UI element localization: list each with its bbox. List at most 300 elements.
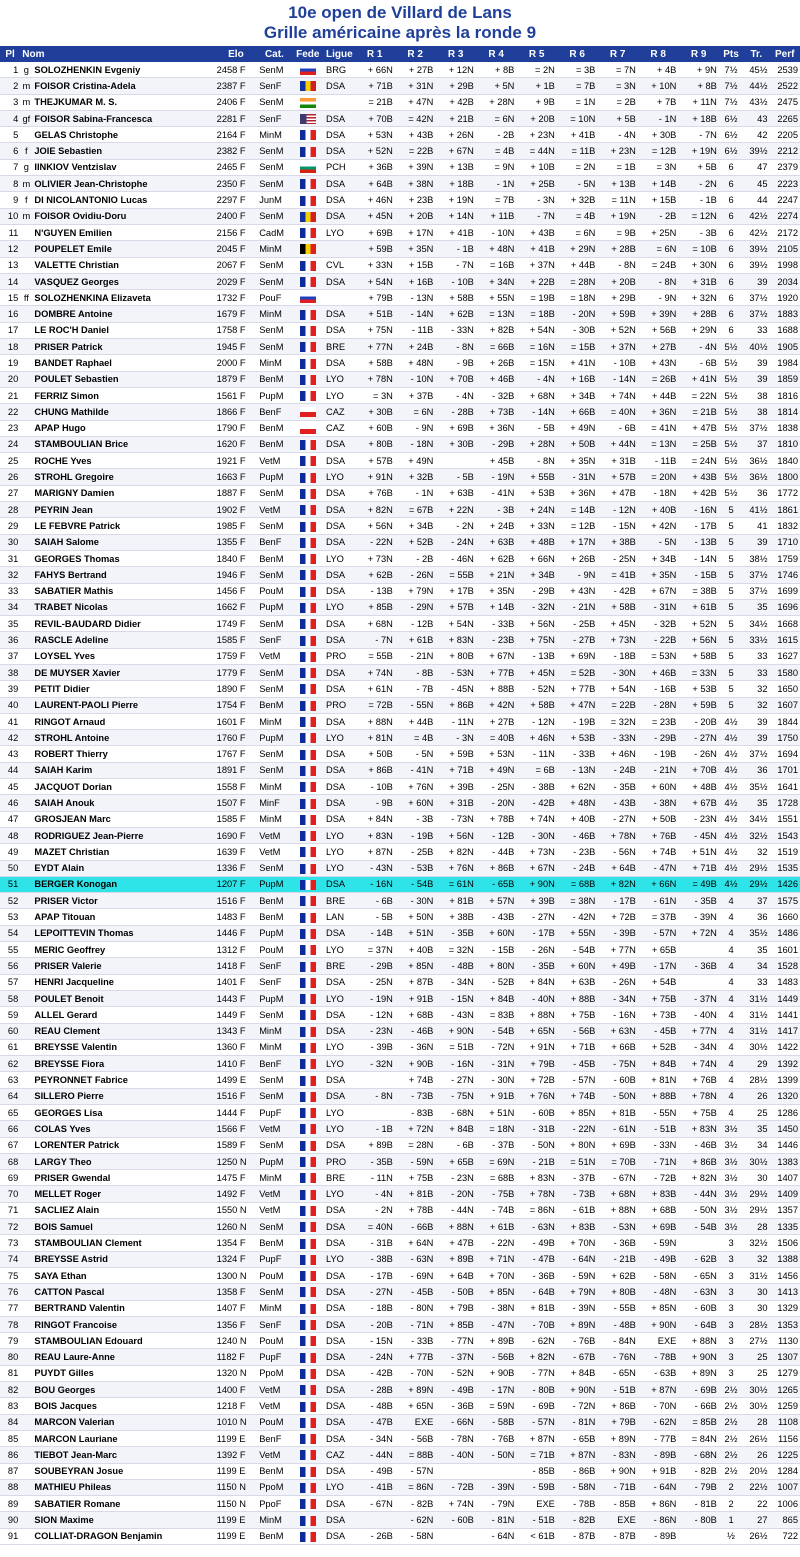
cell-r9: - 60B [678, 1300, 719, 1316]
cell-elo: 1400 F [215, 1382, 258, 1398]
table-row[interactable] [0, 893, 800, 909]
cell-ligue [324, 94, 354, 110]
cell-r6: - 33B [557, 746, 598, 762]
cell-title [20, 241, 32, 257]
cell-r8: + 75B [638, 990, 679, 1006]
table-row[interactable] [0, 387, 800, 403]
flag-icon [300, 1467, 316, 1477]
cell-fede [292, 1479, 324, 1495]
table-row[interactable] [0, 1170, 800, 1186]
cell-pl: 9 [0, 192, 20, 208]
table-row[interactable] [0, 306, 800, 322]
cell-r1: + 81N [354, 730, 395, 746]
flag-icon [300, 163, 316, 173]
cell-r7: - 56N [597, 844, 638, 860]
cell-pts: 3 [719, 1251, 743, 1267]
table-row[interactable] [0, 322, 800, 338]
cell-r3: - 40N [435, 1447, 476, 1463]
cell-fede [292, 1121, 324, 1137]
table-row[interactable] [0, 1251, 800, 1267]
cell-r1: - 43N [354, 860, 395, 876]
cell-r6: + 62N [557, 779, 598, 795]
cell-r6: - 61B [557, 1202, 598, 1218]
table-row[interactable] [0, 1284, 800, 1300]
cell-elo: 1499 E [215, 1072, 258, 1088]
cell-perf: 2475 [770, 94, 800, 110]
cell-r8: - 21N [638, 762, 679, 778]
cell-r3: + 17B [435, 583, 476, 599]
table-row[interactable] [0, 159, 800, 175]
flag-icon [300, 81, 316, 91]
table-row[interactable] [0, 62, 800, 78]
cell-r1: - 14B [354, 925, 395, 941]
cell-r1: + 70B [354, 110, 395, 126]
cell-r1: - 7N [354, 632, 395, 648]
cell-ligue: DSA [324, 453, 354, 469]
table-row[interactable] [0, 1007, 800, 1023]
col-perf[interactable]: Perf [770, 46, 800, 62]
cell-cat: BenF [257, 1056, 291, 1072]
table-row[interactable] [0, 958, 800, 974]
cell-r1 [354, 1072, 395, 1088]
cell-r3: - 28B [435, 404, 476, 420]
cell-r8: - 9N [638, 290, 679, 306]
table-row[interactable] [0, 273, 800, 289]
cell-r9: - 82B [678, 1463, 719, 1479]
cell-pts: 7½ [719, 94, 743, 110]
cell-r4: - 10N [476, 224, 517, 240]
table-row[interactable] [0, 876, 800, 892]
flag-icon [300, 701, 316, 711]
table-row[interactable] [0, 1219, 800, 1235]
table-row[interactable] [0, 860, 800, 876]
table-row[interactable] [0, 844, 800, 860]
cell-tr: 39 [743, 273, 769, 289]
cell-r8: - 86N [638, 1512, 679, 1528]
cell-fede [292, 844, 324, 860]
cell-r6: + 34B [557, 387, 598, 403]
cell-perf: 1506 [770, 1235, 800, 1251]
cell-pts: 3 [719, 1235, 743, 1251]
table-row[interactable] [0, 1056, 800, 1072]
cell-ligue: DSA [324, 1202, 354, 1218]
cell-title: g [20, 159, 32, 175]
cell-r6: + 32B [557, 192, 598, 208]
cell-r3: - 34N [435, 974, 476, 990]
cell-r1: - 23N [354, 1023, 395, 1039]
table-row[interactable] [0, 1512, 800, 1528]
col-r4[interactable]: R 4 [476, 46, 517, 62]
table-row[interactable] [0, 485, 800, 501]
table-row[interactable] [0, 1300, 800, 1316]
table-row[interactable] [0, 616, 800, 632]
table-row[interactable] [0, 1479, 800, 1495]
table-row[interactable] [0, 257, 800, 273]
cell-r9: - 1B [678, 192, 719, 208]
cell-pl: 19 [0, 355, 20, 371]
table-row[interactable] [0, 681, 800, 697]
cell-fede [292, 1300, 324, 1316]
table-row[interactable] [0, 1186, 800, 1202]
cell-perf: 1130 [770, 1333, 800, 1349]
flag-icon [300, 1222, 316, 1232]
cell-pl: 65 [0, 1105, 20, 1121]
cell-perf: 1006 [770, 1496, 800, 1512]
table-body [0, 62, 800, 1545]
col-r3[interactable]: R 3 [435, 46, 476, 62]
cell-r5: - 85B [516, 1463, 557, 1479]
table-row[interactable] [0, 925, 800, 941]
table-row[interactable] [0, 1267, 800, 1283]
cell-r1: - 25N [354, 974, 395, 990]
cell-r3: - 75N [435, 1088, 476, 1104]
cell-cat: MinM [257, 1023, 291, 1039]
cell-elo: 2029 F [215, 273, 258, 289]
table-row[interactable] [0, 990, 800, 1006]
cell-r6: = 4B [557, 208, 598, 224]
col-pl[interactable]: Pl [0, 46, 20, 62]
cell-ligue: DSA [324, 616, 354, 632]
table-row[interactable] [0, 208, 800, 224]
cell-elo: 1358 F [215, 1284, 258, 1300]
cell-name: RINGOT Arnaud [32, 713, 214, 729]
cell-cat: VetM [257, 648, 291, 664]
table-row[interactable] [0, 469, 800, 485]
table-row[interactable] [0, 241, 800, 257]
col-cat[interactable]: Cat. [257, 46, 291, 62]
cell-name: MARCON Valerian [32, 1414, 214, 1430]
cell-fede [292, 1528, 324, 1544]
cell-fede [292, 339, 324, 355]
cell-r3: - 10B [435, 273, 476, 289]
table-row[interactable] [0, 795, 800, 811]
cell-r8: - 47N [638, 860, 679, 876]
cell-cat: VetM [257, 844, 291, 860]
table-row[interactable] [0, 404, 800, 420]
cell-fede [292, 224, 324, 240]
table-row[interactable] [0, 1349, 800, 1365]
cell-pts: 6 [719, 241, 743, 257]
table-row[interactable] [0, 567, 800, 583]
table-row[interactable] [0, 78, 800, 94]
cell-r5: - 31B [516, 1121, 557, 1137]
cell-tr: 39½ [743, 257, 769, 273]
cell-title [20, 1414, 32, 1430]
cell-pl: 56 [0, 958, 20, 974]
table-row[interactable] [0, 730, 800, 746]
table-row[interactable] [0, 1398, 800, 1414]
table-row[interactable] [0, 176, 800, 192]
cell-pl: 32 [0, 567, 20, 583]
cell-r6: + 35N [557, 453, 598, 469]
table-row[interactable] [0, 1121, 800, 1137]
table-row[interactable] [0, 664, 800, 680]
cell-cat: MinM [257, 1039, 291, 1055]
cell-r5: + 73N [516, 844, 557, 860]
cell-pts: 4½ [719, 746, 743, 762]
cell-tr: 39 [743, 355, 769, 371]
table-row[interactable] [0, 420, 800, 436]
table-row[interactable] [0, 94, 800, 110]
table-row[interactable] [0, 1023, 800, 1039]
table-row[interactable] [0, 746, 800, 762]
col-elo[interactable]: Elo [215, 46, 258, 62]
cell-r7: + 69B [597, 1137, 638, 1153]
table-row[interactable] [0, 1414, 800, 1430]
cell-title [20, 958, 32, 974]
cell-r2: - 11B [395, 322, 436, 338]
cell-r5: - 7N [516, 208, 557, 224]
cell-pl: 70 [0, 1186, 20, 1202]
cell-perf: 1543 [770, 827, 800, 843]
table-row[interactable] [0, 1382, 800, 1398]
cell-r9: + 82N [678, 1170, 719, 1186]
table-row[interactable] [0, 599, 800, 615]
cell-r9: + 75B [678, 1105, 719, 1121]
cell-perf: 1814 [770, 404, 800, 420]
cell-tr: 34 [743, 958, 769, 974]
cell-ligue: DSA [324, 306, 354, 322]
table-row[interactable] [0, 192, 800, 208]
cell-pts: 5 [719, 616, 743, 632]
cell-pts: 3 [719, 1316, 743, 1332]
cell-pts: 6 [719, 176, 743, 192]
table-row[interactable] [0, 1202, 800, 1218]
table-row[interactable] [0, 1333, 800, 1349]
cell-r6: + 83B [557, 1219, 598, 1235]
cell-r7: - 6B [597, 420, 638, 436]
cell-r1: + 83N [354, 827, 395, 843]
cell-r2: - 14N [395, 306, 436, 322]
cell-r6: + 69N [557, 648, 598, 664]
cell-r3: + 88N [435, 1219, 476, 1235]
cell-r5: - 64B [516, 1284, 557, 1300]
table-row[interactable] [0, 1463, 800, 1479]
cell-r1: - 38B [354, 1251, 395, 1267]
cell-r7: + 37N [597, 339, 638, 355]
cell-r7: + 23N [597, 143, 638, 159]
table-row[interactable] [0, 1153, 800, 1169]
table-row[interactable] [0, 648, 800, 664]
table-row[interactable] [0, 909, 800, 925]
cell-r9: + 52N [678, 616, 719, 632]
cell-perf: 1156 [770, 1430, 800, 1446]
cell-r5: - 13B [516, 648, 557, 664]
cell-ligue: CAZ [324, 1447, 354, 1463]
cell-r5: - 47B [516, 1251, 557, 1267]
cell-elo: 1790 F [215, 420, 258, 436]
flag-icon [300, 114, 316, 124]
table-row[interactable] [0, 942, 800, 958]
table-row[interactable] [0, 518, 800, 534]
cell-r1: - 32N [354, 1056, 395, 1072]
table-row[interactable] [0, 1447, 800, 1463]
cell-tr: 37½ [743, 746, 769, 762]
col-pts[interactable]: Pts [719, 46, 743, 62]
table-row[interactable] [0, 779, 800, 795]
cell-r4: - 23B [476, 632, 517, 648]
cell-tr: 37½ [743, 583, 769, 599]
cell-elo: 2045 F [215, 241, 258, 257]
cell-name: SION Maxime [32, 1512, 214, 1528]
cell-r8: + 34B [638, 550, 679, 566]
cell-pl: 73 [0, 1235, 20, 1251]
cell-r7: + 82N [597, 876, 638, 892]
table-row[interactable] [0, 1088, 800, 1104]
cell-pl: 58 [0, 990, 20, 1006]
cell-r7: + 86B [597, 1398, 638, 1414]
table-row[interactable] [0, 1039, 800, 1055]
cell-r5: + 82N [516, 1349, 557, 1365]
col-fede[interactable]: Fede [292, 46, 324, 62]
cell-elo: 1690 F [215, 827, 258, 843]
cell-cat: VetM [257, 1447, 291, 1463]
cell-r4: - 76B [476, 1430, 517, 1446]
cell-r8: = 6N [638, 241, 679, 257]
table-row[interactable] [0, 1496, 800, 1512]
table-row[interactable] [0, 1137, 800, 1153]
table-row[interactable] [0, 1430, 800, 1446]
cell-pl: 22 [0, 404, 20, 420]
cell-r9: - 79B [678, 1479, 719, 1495]
cell-pl: 29 [0, 518, 20, 534]
cell-r7: - 85B [597, 1496, 638, 1512]
col-r5[interactable]: R 5 [516, 46, 557, 62]
cell-r1: + 85B [354, 599, 395, 615]
cell-r9: - 54B [678, 1219, 719, 1235]
cell-ligue: DSA [324, 1382, 354, 1398]
cell-cat: MinM [257, 306, 291, 322]
flag-icon [300, 98, 316, 108]
table-row[interactable] [0, 110, 800, 126]
cell-cat: MinM [257, 1512, 291, 1528]
table-row[interactable] [0, 713, 800, 729]
cell-title [20, 371, 32, 387]
cell-fede [292, 730, 324, 746]
cell-r5: - 51B [516, 1512, 557, 1528]
cell-r5: - 80B [516, 1382, 557, 1398]
col-r1[interactable]: R 1 [354, 46, 395, 62]
cell-perf: 1320 [770, 1088, 800, 1104]
table-row[interactable] [0, 811, 800, 827]
cell-pl: 57 [0, 974, 20, 990]
col-r7[interactable]: R 7 [597, 46, 638, 62]
table-row[interactable] [0, 550, 800, 566]
table-row[interactable] [0, 224, 800, 240]
cell-r8: - 2B [638, 208, 679, 224]
cell-pts: 4 [719, 1072, 743, 1088]
table-row[interactable] [0, 1072, 800, 1088]
cell-r7: + 20B [597, 273, 638, 289]
cell-r5: + 45N [516, 664, 557, 680]
flag-icon [300, 342, 316, 352]
cell-r1: - 16N [354, 876, 395, 892]
cell-pl: 20 [0, 371, 20, 387]
cell-r5: EXE [516, 1496, 557, 1512]
cell-r7: - 34N [597, 990, 638, 1006]
cell-fede [292, 746, 324, 762]
table-row[interactable] [0, 127, 800, 143]
table-row[interactable] [0, 502, 800, 518]
col-nom[interactable]: Nom [20, 46, 214, 62]
col-r6[interactable]: R 6 [557, 46, 598, 62]
cell-r6: + 89N [557, 1316, 598, 1332]
table-row[interactable] [0, 339, 800, 355]
cell-name: VALETTE Christian [32, 257, 214, 273]
cell-r3: + 70B [435, 371, 476, 387]
cell-r5: + 20B [516, 110, 557, 126]
col-r8[interactable]: R 8 [638, 46, 679, 62]
cell-r4: - 54B [476, 1023, 517, 1039]
table-row[interactable] [0, 436, 800, 452]
table-row[interactable] [0, 143, 800, 159]
cell-tr: 35 [743, 599, 769, 615]
cell-r8: + 43N [638, 355, 679, 371]
cell-r4: = 66B [476, 339, 517, 355]
table-row[interactable] [0, 827, 800, 843]
col-ligue[interactable]: Ligue [324, 46, 354, 62]
cell-pts: 4 [719, 990, 743, 1006]
cell-fede [292, 306, 324, 322]
table-row[interactable] [0, 583, 800, 599]
cell-fede [292, 648, 324, 664]
table-row[interactable] [0, 371, 800, 387]
cell-r6: - 21N [557, 599, 598, 615]
cell-r8: + 86N [638, 1496, 679, 1512]
table-row[interactable] [0, 632, 800, 648]
table-row[interactable] [0, 1235, 800, 1251]
table-row[interactable] [0, 1365, 800, 1381]
table-row[interactable] [0, 974, 800, 990]
table-row[interactable] [0, 1528, 800, 1544]
cell-pl: 48 [0, 827, 20, 843]
cell-tr: 26 [743, 1447, 769, 1463]
cell-r8: + 35N [638, 567, 679, 583]
cell-cat: CadM [257, 224, 291, 240]
cell-cat: SenM [257, 339, 291, 355]
cell-r5: + 43B [516, 224, 557, 240]
table-row[interactable] [0, 1316, 800, 1332]
cell-r2: + 74B [395, 1072, 436, 1088]
cell-r7: - 8N [597, 257, 638, 273]
col-r2[interactable]: R 2 [395, 46, 436, 62]
table-row[interactable] [0, 290, 800, 306]
cell-name: TIEBOT Jean-Marc [32, 1447, 214, 1463]
col-r9[interactable]: R 9 [678, 46, 719, 62]
cell-pts: 3½ [719, 1170, 743, 1186]
cell-pts: 5 [719, 567, 743, 583]
table-row[interactable] [0, 534, 800, 550]
cell-r8: + 10N [638, 78, 679, 94]
table-row[interactable] [0, 697, 800, 713]
cell-pts: 3 [719, 1300, 743, 1316]
cell-pl: 47 [0, 811, 20, 827]
cell-r8: - 62N [638, 1414, 679, 1430]
cell-pl: 17 [0, 322, 20, 338]
cell-r8: EXE [638, 1333, 679, 1349]
cell-r2: + 40B [395, 942, 436, 958]
cell-ligue: DSA [324, 502, 354, 518]
cell-pts: 5 [719, 550, 743, 566]
table-row[interactable] [0, 1105, 800, 1121]
table-row[interactable] [0, 355, 800, 371]
table-row[interactable] [0, 762, 800, 778]
cell-elo: 1492 F [215, 1186, 258, 1202]
table-row[interactable] [0, 453, 800, 469]
cell-r4: - 22N [476, 1235, 517, 1251]
col-tr[interactable]: Tr. [743, 46, 769, 62]
cell-elo: 1561 F [215, 387, 258, 403]
